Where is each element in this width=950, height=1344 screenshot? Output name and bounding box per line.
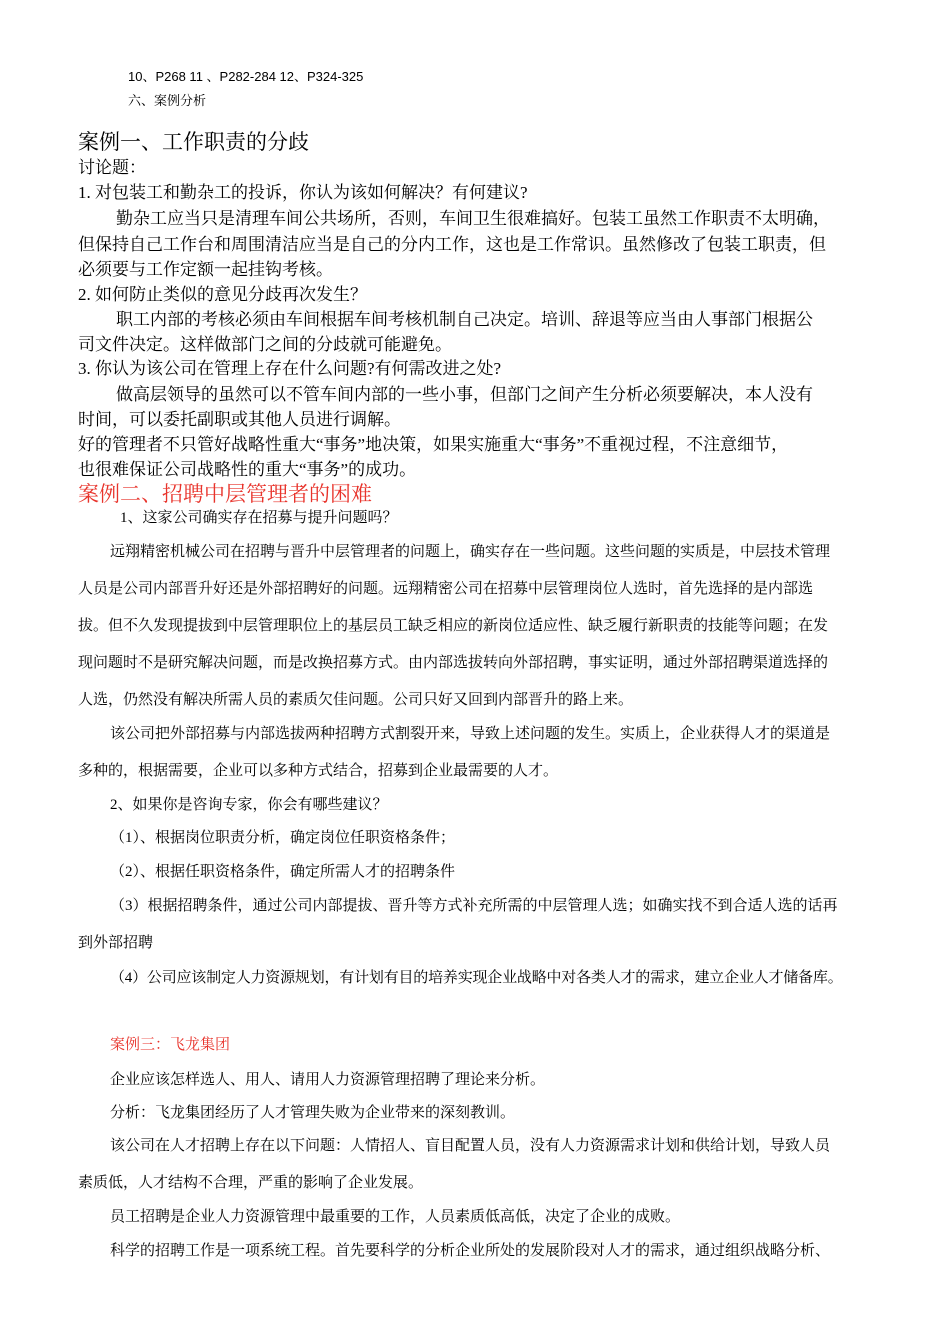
- case2-paragraph-1-line: 拔。但不久发现提拔到中层管理职位上的基层员工缺乏相应的新岗位适应性、缺乏履行新职责的技能等问题；在发: [78, 618, 829, 634]
- case1-answer-1-line: 必须要与工作定额一起挂钩考核。: [78, 260, 333, 279]
- case1-answer-2-line: 司文件决定。这样做部门之间的分歧就可能避免。: [78, 335, 452, 354]
- case1-question-1: 1. 对包装工和勤杂工的投诉，你认为该如何解决？有何建议?: [78, 183, 528, 202]
- case1-question-2: 2. 如何防止类似的意见分歧再次发生？: [78, 285, 367, 304]
- case3-question: 企业应该怎样选人、用人、请用人力资源管理招聘了理论来分析。: [110, 1072, 546, 1088]
- case2-paragraph-1-line: 现问题时不是研究解决问题，而是改换招募方式。由内部选拔转向外部招聘，事实证明，通过外部招聘渠道选择的: [78, 655, 829, 671]
- case3-paragraph-2: 员工招聘是企业人力资源管理中最重要的工作，人员素质低高低，决定了企业的成败。: [110, 1209, 681, 1225]
- case1-title: 案例一、工作职责的分歧: [78, 130, 309, 154]
- case2-suggestion-3-line: 到外部招聘: [78, 935, 154, 951]
- case1-question-3: 3. 你认为该公司在管理上存在什么问题?有何需改进之处?: [78, 359, 502, 378]
- reference-pages: 10、P268 11 、P282-284 12、P324-325: [128, 69, 364, 84]
- case3-paragraph-1-line: 该公司在人才招聘上存在以下问题：人情招人、盲目配置人员，没有人力资源需求计划和供给计划，导致人员: [110, 1138, 831, 1154]
- case1-answer-3-line: 也很难保证公司战略性的重大“事务”的成功。: [78, 460, 417, 479]
- section-heading: 六、案例分析: [128, 93, 207, 108]
- case1-answer-3-line: 好的管理者不只管好战略性重大“事务”地决策，如果实施重大“事务”不重视过程，不注意细节，: [78, 435, 789, 454]
- case2-suggestion-2: （2）、根据任职资格条件，确定所需人才的招聘条件: [110, 864, 456, 880]
- case1-answer-3-line: 时间，可以委托副职或其他人员进行调解。: [78, 410, 401, 429]
- case1-answer-1-line: 勤杂工应当只是清理车间公共场所，否则，车间卫生很难搞好。包装工虽然工作职责不太明确，: [116, 209, 830, 228]
- case2-suggestion-4: （4）公司应该制定人力资源规划，有计划有目的培养实现企业战略中对各类人才的需求，建立企业人才储备库。: [110, 970, 843, 986]
- case1-discussion-label: 讨论题：: [78, 158, 146, 177]
- case2-question-2: 2、如果你是咨询专家，你会有哪些建议？: [110, 797, 388, 813]
- case1-answer-2-line: 职工内部的考核必须由车间根据车间考核机制自己决定。培训、辞退等应当由人事部门根据公: [116, 310, 813, 329]
- case2-paragraph-2-line: 多种的，根据需要，企业可以多种方式结合，招募到企业最需要的人才。: [78, 763, 559, 779]
- case3-analysis: 分析：飞龙集团经历了人才管理失败为企业带来的深刻教训。: [110, 1105, 516, 1121]
- case3-paragraph-3: 科学的招聘工作是一项系统工程。首先要科学的分析企业所处的发展阶段对人才的需求，通过组织战略分析、: [110, 1243, 831, 1259]
- case2-paragraph-1-line: 人员是公司内部晋升好还是外部招聘好的问题。远翔精密公司在招募中层管理岗位人选时，首先选择的是内部选: [78, 581, 814, 597]
- case1-answer-1-line: 但保持自己工作台和周围清洁应当是自己的分内工作，这也是工作常识。虽然修改了包装工职责，但: [78, 235, 826, 254]
- case2-suggestion-3-line: （3）根据招聘条件，通过公司内部提拔、晋升等方式补充所需的中层管理人选；如确实找不到合适人选的话再: [110, 898, 838, 914]
- case2-paragraph-2-line: 该公司把外部招募与内部选拔两种招聘方式割裂开来，导致上述问题的发生。实质上，企业获得人才的渠道是: [110, 726, 831, 742]
- case2-title: 案例二、招聘中层管理者的困难: [78, 482, 372, 506]
- case2-paragraph-1-line: 远翔精密机械公司在招聘与晋升中层管理者的问题上，确实存在一些问题。这些问题的实质是，中层技术管理: [110, 544, 831, 560]
- case3-paragraph-1-line: 素质低，人才结构不合理，严重的影响了企业发展。: [78, 1175, 424, 1191]
- case1-answer-3-line: 做高层领导的虽然可以不管车间内部的一些小事，但部门之间产生分析必须要解决，本人没有: [116, 385, 813, 404]
- case2-paragraph-1-line: 人选，仍然没有解决所需人员的素质欠佳问题。公司只好又回到内部晋升的路上来。: [78, 692, 634, 708]
- case3-title: 案例三：飞龙集团: [110, 1037, 231, 1053]
- case2-question-1: 1、这家公司确实存在招募与提升问题吗？: [120, 510, 398, 526]
- case2-suggestion-1: （1）、根据岗位职责分析，确定岗位任职资格条件；: [110, 830, 456, 846]
